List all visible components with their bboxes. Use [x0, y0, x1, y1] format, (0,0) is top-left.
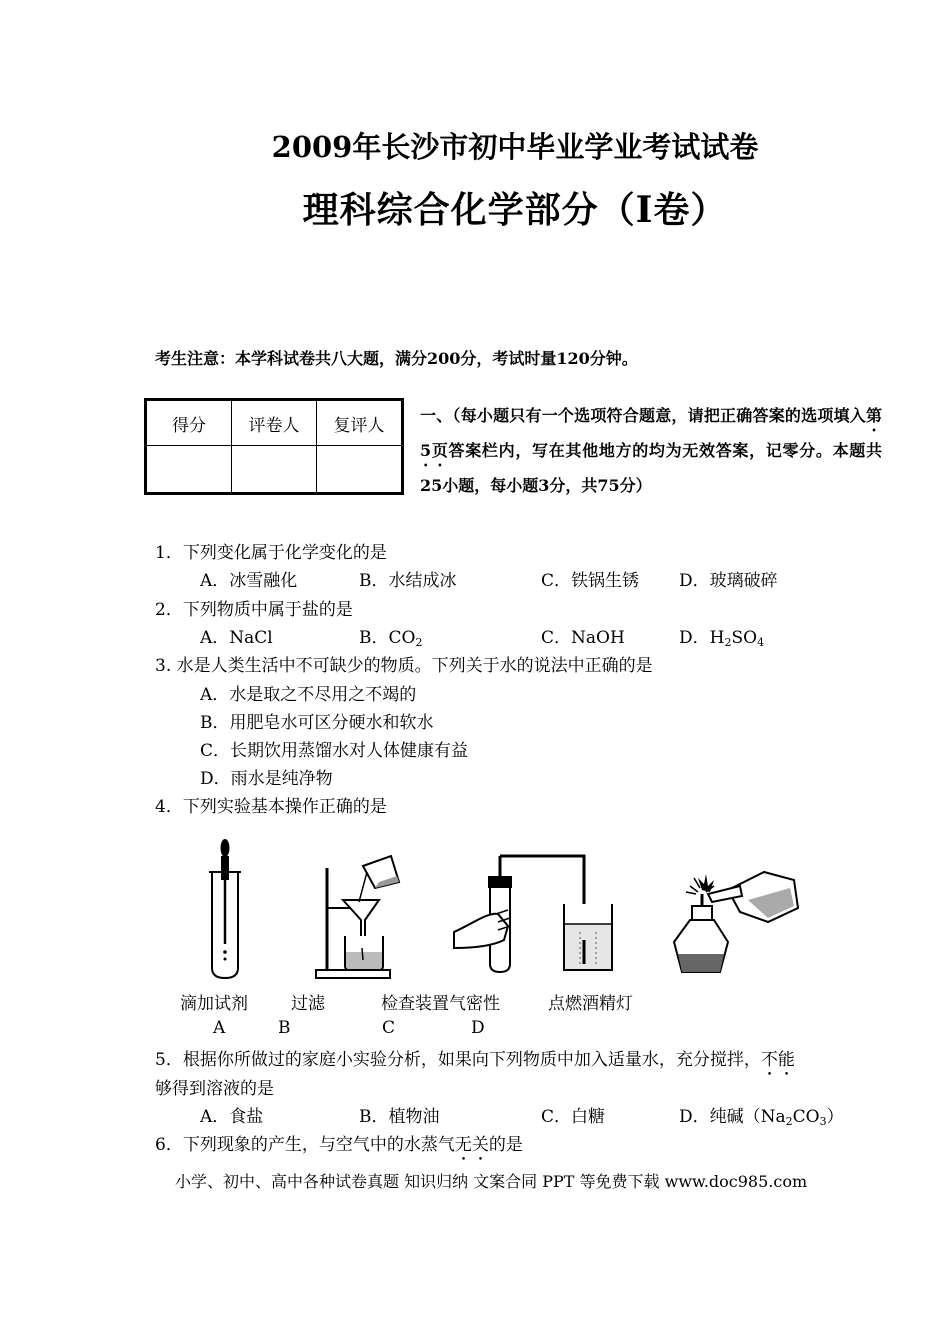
q2-option-c: C．NaOH — [541, 628, 625, 648]
airtightness-check-figure — [452, 852, 622, 977]
section-suffix: 答案栏内，写在其他地方的均为无效答案，记零分。本题共25小题，每小题3分，共75分） — [420, 441, 882, 495]
q5-stem-line2: 够得到溶液的是 — [155, 1079, 274, 1099]
q1-option-a: A．冰雪融化 — [200, 571, 298, 591]
q3-option-d: D．雨水是纯净物 — [200, 769, 333, 789]
q5-d-text-end: ） — [826, 1107, 844, 1127]
q1-stem: 1．下列变化属于化学变化的是 — [155, 543, 387, 563]
score-table-blank-row — [146, 446, 403, 494]
fig-label-b: 过滤 — [291, 994, 325, 1014]
filtration-figure — [313, 852, 413, 980]
exam-title: 2009年长沙市初中毕业学业考试试卷 — [271, 130, 759, 164]
section-instructions — [420, 400, 882, 502]
q5-option-b: B．植物油 — [359, 1107, 440, 1127]
dropper-test-tube-figure — [200, 836, 250, 981]
q2-d-text: D．H — [679, 628, 725, 648]
q5-option-a: A．食盐 — [200, 1107, 264, 1127]
score-header-reviewer: 复评人 — [317, 400, 403, 446]
section-prefix: 一、（每小题只有一个选项符合题意，请把正确答案的选项填入 — [420, 406, 866, 425]
q5-d-text-mid: CO — [792, 1107, 820, 1127]
q2-d-subscript-1: 2 — [724, 636, 732, 649]
q6-stem-text: 6．下列现象的产生，与空气中的水蒸气 — [155, 1135, 455, 1155]
q2-stem: 2．下列物质中属于盐的是 — [155, 600, 353, 620]
q5-option-d — [679, 1102, 844, 1128]
score-cell-grader — [232, 446, 317, 494]
score-table — [144, 398, 404, 495]
q2-b-text: B．CO — [359, 628, 416, 648]
q5-stem-emphasis: 不能 — [760, 1050, 795, 1070]
score-cell-defen — [146, 446, 232, 494]
q3-option-b: B．用肥皂水可区分硬水和软水 — [200, 713, 434, 733]
q1-option-c: C．铁锅生锈 — [541, 571, 640, 591]
q1-option-d: D．玻璃破碎 — [679, 571, 778, 591]
exam-subtitle: 理科综合化学部分（Ⅰ卷） — [302, 189, 728, 231]
fig-label-d: 点燃酒精灯 — [548, 994, 633, 1014]
q3-stem: 3. 水是人类生活中不可缺少的物质。下列关于水的说法中正确的是 — [155, 656, 653, 676]
fig-letter-a: A — [213, 1018, 226, 1038]
q2-b-subscript: 2 — [415, 636, 423, 649]
score-header-grader: 评卷人 — [232, 400, 317, 446]
q1-option-b: B．水结成冰 — [359, 571, 457, 591]
score-header-defen: 得分 — [146, 400, 232, 446]
fig-label-c: 检查装置气密性 — [381, 994, 500, 1014]
q3-option-c: C．长期饮用蒸馏水对人体健康有益 — [200, 741, 469, 761]
q6-stem — [155, 1130, 523, 1165]
q2-d-subscript-2: 4 — [757, 636, 765, 649]
fig-label-a: 滴加试剂 — [180, 994, 248, 1014]
q3-option-a: A．水是取之不尽用之不竭的 — [200, 685, 417, 705]
q2-option-a: A．NaCl — [200, 628, 273, 648]
q2-option-d — [679, 623, 764, 649]
q5-d-subscript-2: 3 — [819, 1115, 827, 1128]
q5-option-c: C．白糖 — [541, 1107, 606, 1127]
score-table-header-row — [146, 400, 403, 446]
q6-stem-emphasis: 无关 — [454, 1135, 489, 1155]
q5-d-text: D．纯碱（Na — [679, 1107, 786, 1127]
q4-stem: 4．下列实验基本操作正确的是 — [155, 797, 387, 817]
q2-option-b — [359, 623, 422, 649]
fig-letter-c: C — [382, 1018, 396, 1038]
fig-letter-b: B — [278, 1018, 291, 1038]
q2-d-text-mid: SO — [731, 628, 758, 648]
section-emphasis: 第5页 — [420, 406, 882, 460]
q6-stem-end: 的是 — [488, 1135, 523, 1155]
exam-notice: 考生注意：本学科试卷共八大题，满分200分，考试时量120分钟。 — [155, 349, 638, 368]
q5-stem-text: 5．根据你所做过的家庭小实验分析，如果向下列物质中加入适量水，充分搅拌， — [155, 1050, 761, 1070]
alcohol-lamp-figure — [668, 862, 808, 977]
fig-letter-d: D — [471, 1018, 485, 1038]
score-cell-reviewer — [317, 446, 403, 494]
page-footer: 小学、初中、高中各种试卷真题 知识归纳 文案合同 PPT 等免费下载 www.doc985.com — [175, 1172, 808, 1191]
q5-d-subscript-1: 2 — [785, 1115, 793, 1128]
